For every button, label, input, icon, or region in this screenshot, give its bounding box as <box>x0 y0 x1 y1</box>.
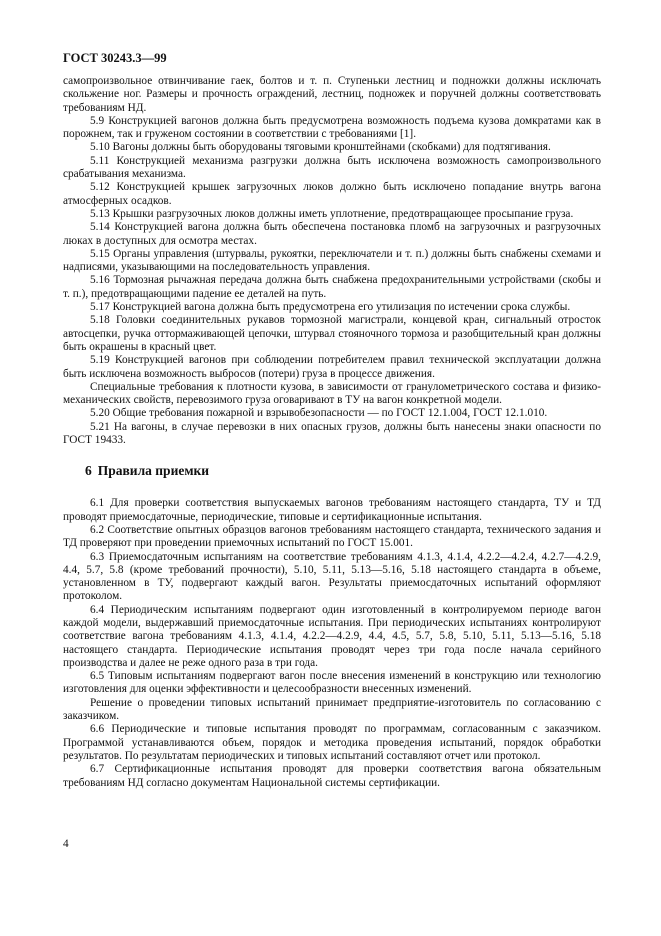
paragraph: 6.3 Приемосдаточным испытаниям на соответствие требованиям 4.1.3, 4.1.4, 4.2.2—4.2.4, 4.2.7—4.2.9, 4.4, 5.7, 5.8 (кроме требований прочности), 5.10, 5.11, 5.13—5.16, 5.18 настоящего стандарта в объеме, установленном в ТУ, подвергают каждый вагон. Результаты приемосдаточных испытаний оформляют протоколом. <box>63 550 601 603</box>
paragraph: 6.1 Для проверки соответствия выпускаемых вагонов требованиям настоящего стандарта, ТУ и ТД проводят приемосдаточные, периодические, типовые и сертификационные испытания. <box>63 497 601 523</box>
document-body <box>63 75 601 790</box>
section-6-body <box>63 497 601 790</box>
paragraph: 6.2 Соответствие опытных образцов вагонов требованиям настоящего стандарта, технического задания и ТД проверяют при проведении приемочных испытаний по ГОСТ 15.001. <box>63 523 601 550</box>
page-number: 4 <box>63 838 69 850</box>
paragraph: 5.14 Конструкцией вагона должна быть обеспечена постановка пломб на загрузочных и разгрузочных люках в доступных для осмотра местах. <box>63 221 601 247</box>
paragraph: 5.15 Органы управления (штурвалы, рукоятки, переключатели и т. п.) должны быть снабжены схемами и надписями, указывающими на последовательность управления. <box>63 247 601 274</box>
paragraph: 5.21 На вагоны, в случае перевозки в них опасных грузов, должны быть нанесены знаки опасности по ГОСТ 19433. <box>63 420 601 447</box>
paragraph: 5.19 Конструкцией вагонов при соблюдении потребителем правил технической эксплуатации должна быть исключена возможность выбросов (потери) груза в процессе движения. <box>63 354 601 380</box>
paragraph: Решение о проведении типовых испытаний принимает предприятие-изготовитель по согласованию с заказчиком. <box>63 696 601 723</box>
paragraph: 5.16 Тормозная рычажная передача должна быть снабжена предохранительными устройствами (скобы и т. п.), предотвращающими падение ее деталей на путь. <box>63 274 601 300</box>
paragraph: 6.5 Типовым испытаниям подвергают вагон после внесения изменений в конструкцию или технологию изготовления для оценки эффективности и целесообразности внесенных изменений. <box>63 670 601 696</box>
paragraph: 5.12 Конструкцией крышек загрузочных люков должно быть исключено попадание внутрь вагона атмосферных осадков. <box>63 181 601 207</box>
paragraph: 5.17 Конструкцией вагона должна быть предусмотрена его утилизация по истечении срока службы. <box>90 301 571 314</box>
section-6-heading <box>85 463 601 479</box>
paragraph: 5.9 Конструкцией вагонов должна быть предусмотрена возможность подъема кузова домкратами как в порожнем, так и груженом состоянии в соответствии с требованиями [1]. <box>63 114 601 141</box>
paragraph: самопроизвольное отвинчивание гаек, болтов и т. п. Ступеньки лестниц и подножки должны исключать скольжение ног. Размеры и прочность ограждений, лестниц, подножек и поручней должны соответствовать требованиям НД. <box>63 75 601 114</box>
paragraph: 5.10 Вагоны должны быть оборудованы тяговыми кронштейнами (скобками) для подтягивания. <box>90 141 551 154</box>
section-number: 6 <box>85 463 92 479</box>
paragraph: 5.13 Крышки разгрузочных люков должны иметь уплотнение, предотвращающее просыпание груза. <box>90 207 574 220</box>
section-5-continued <box>63 75 601 447</box>
paragraph: 5.18 Головки соединительных рукавов тормозной магистрали, концевой кран, сигнальный отросток автосцепки, ручка оттормаживающей цепочки, штурвал стояночного тормоза и разобщительный кран должны быть окрашены в красный цвет. <box>63 314 601 353</box>
paragraph: 6.6 Периодические и типовые испытания проводят по программам, согласованным с заказчиком. Программой устанавливаются объем, порядок и методика проведения испытаний, порядок обработки результатов. По результатам периодических и типовых испытаний составляют отчет или протокол. <box>63 723 601 762</box>
paragraph: 6.4 Периодическим испытаниям подвергают один изготовленный в контролируемом периоде вагон каждой модели, выдержавший приемосдаточные испытания. При периодических испытаниях контролируют соответствие вагона требованиям 4.1.3, 4.1.4, 4.2.2—4.2.9, 4.4, 4.5, 5.7, 5.8, 5.10, 5.11, 5.13—5.16, 5.18 настоящего стандарта. Периодические испытания проводят через три года после начала серийного производства и далее не реже одного раза в три года. <box>63 603 601 669</box>
document-header: ГОСТ 30243.3—99 <box>63 51 167 65</box>
paragraph: 6.7 Сертификационные испытания проводят для проверки соответствия вагона обязательным требованиям НД согласно документам Национальной системы сертификации. <box>63 763 601 789</box>
section-title: Правила приемки <box>97 463 210 479</box>
paragraph: 5.11 Конструкцией механизма разгрузки должна быть исключена возможность самопроизвольного срабатывания механизма. <box>63 154 601 181</box>
paragraph: 5.20 Общие требования пожарной и взрывобезопасности — по ГОСТ 12.1.004, ГОСТ 12.1.010. <box>90 407 548 420</box>
paragraph: Специальные требования к плотности кузова, в зависимости от гранулометрического состава и физико-механических свойств, перевозимого груза оговаривают в ТУ на вагон конкретной модели. <box>63 380 601 407</box>
